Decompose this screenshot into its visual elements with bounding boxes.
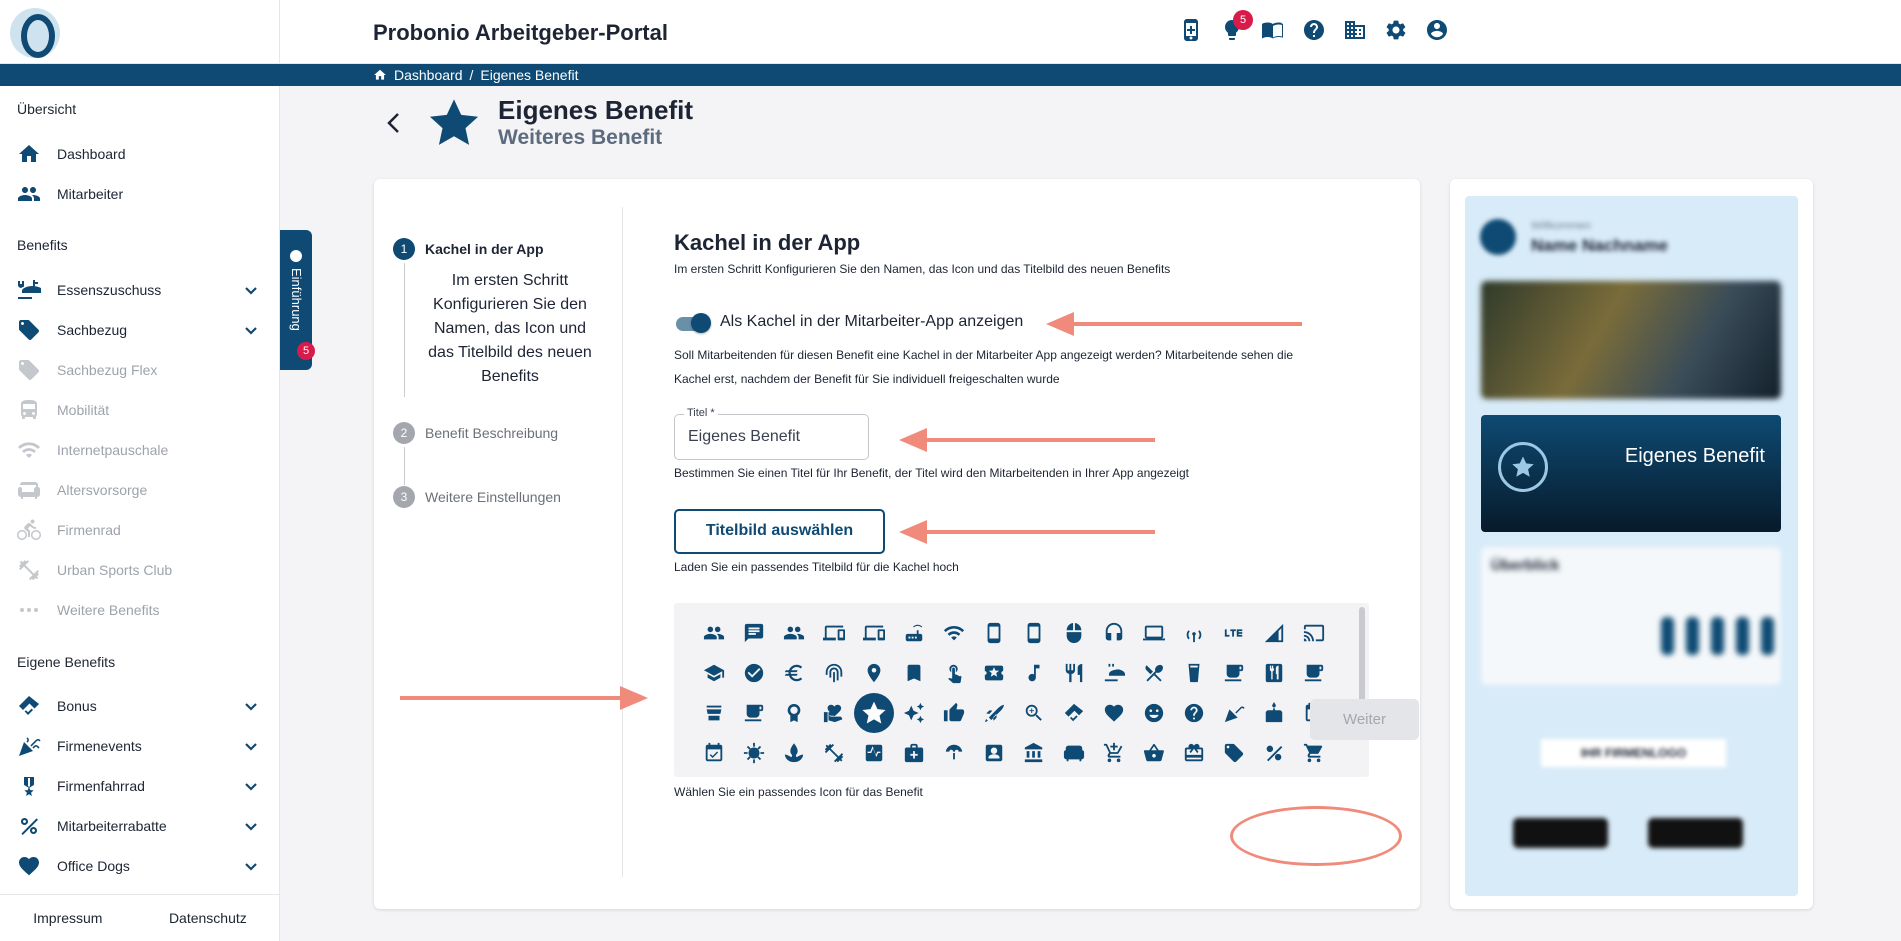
restaurant-icon — [17, 278, 41, 302]
cal-check-icon[interactable] — [694, 733, 734, 773]
tag-icon — [17, 318, 41, 342]
shield-icon[interactable] — [974, 733, 1014, 773]
image-help: Laden Sie ein passendes Titelbild für die Kachel hoch — [674, 560, 959, 574]
star-icon — [1511, 455, 1535, 479]
sidebar-item-label: Firmenevents — [57, 738, 142, 754]
book-icon[interactable] — [1261, 18, 1287, 44]
chevron-down-icon — [243, 282, 259, 298]
sidebar-item-label: Office Dogs — [57, 858, 130, 874]
school-icon[interactable] — [694, 653, 734, 693]
breadcrumb-separator: / — [469, 67, 474, 83]
music-icon[interactable] — [1014, 653, 1054, 693]
breadcrumb-bar — [0, 64, 1901, 86]
kiosk-icon[interactable] — [694, 693, 734, 733]
annotation-arrow — [899, 520, 1155, 544]
toggle-help-line-1: Soll Mitarbeitenden für diesen Benefit eine Kachel in der Mitarbeiter App angezeigt werden? Mitarbeitende sehen die — [674, 348, 1294, 362]
select-title-image-button[interactable]: Titelbild auswählen — [674, 509, 885, 554]
sidebar-item-firmenrad[interactable] — [0, 510, 280, 550]
sidebar-item-internetpauschale[interactable] — [0, 430, 280, 470]
zoom-icon[interactable] — [1014, 693, 1054, 733]
account-icon[interactable] — [1425, 18, 1451, 44]
step-label-kachel[interactable]: Kachel in der App — [425, 241, 544, 257]
annotation-arrow — [899, 428, 1155, 452]
award-icon — [17, 774, 41, 798]
sidebar-item-label: Sachbezug — [57, 322, 128, 338]
cutlery-icon[interactable] — [1134, 653, 1174, 693]
sidebar-item-altersvorsorge[interactable] — [0, 470, 280, 510]
heart-hand-icon[interactable] — [814, 693, 854, 733]
sidebar-item-label: Mitarbeiter — [57, 186, 124, 202]
sidebar-item-label: Essenszuschuss — [57, 282, 162, 298]
company-icon[interactable] — [1343, 18, 1369, 44]
preview-welcome: Willkommen — [1531, 220, 1591, 232]
coffee-icon[interactable] — [1214, 653, 1254, 693]
notification-badge: 5 — [1233, 10, 1253, 30]
intro-tab[interactable] — [280, 230, 312, 370]
sidebar-item-mobilitaet[interactable] — [0, 390, 280, 430]
basket-icon[interactable] — [1134, 733, 1174, 773]
sidebar-item-weitere-benefits[interactable] — [0, 590, 280, 630]
phone-icon[interactable] — [974, 613, 1014, 653]
step-number[interactable]: 3 — [393, 486, 415, 508]
back-button[interactable] — [383, 111, 403, 135]
bike-icon — [17, 518, 41, 542]
preview-company-logo: IHR FIRMENLOGO — [1541, 739, 1726, 767]
page-title: Eigenes Benefit — [498, 95, 694, 125]
chevron-down-icon — [243, 858, 259, 874]
icon-picker-grid — [694, 613, 1334, 773]
bus-icon — [17, 398, 41, 422]
antenna-icon[interactable] — [1174, 613, 1214, 653]
chevron-down-icon — [243, 818, 259, 834]
step-connector — [404, 447, 405, 485]
more-icon — [17, 598, 41, 622]
cup-icon[interactable] — [1174, 653, 1214, 693]
fingerprint-icon[interactable] — [814, 653, 854, 693]
cart-add-icon[interactable] — [1094, 733, 1134, 773]
annotation-arrow — [400, 686, 648, 710]
stepper-divider — [622, 207, 623, 877]
probonio-logo[interactable] — [10, 8, 60, 58]
percent-icon[interactable] — [1254, 733, 1294, 773]
sidebar-item-label: Mobilität — [57, 402, 110, 418]
cast-icon[interactable] — [1294, 613, 1334, 653]
preview-tile-icon-ring — [1498, 442, 1548, 492]
euro-icon[interactable] — [774, 653, 814, 693]
sidebar-item-label: Firmenfahrrad — [57, 778, 145, 794]
sidebar-item-dashboard[interactable] — [0, 134, 280, 174]
sidebar-item-essenszuschuss[interactable] — [0, 270, 280, 310]
avatar — [1480, 219, 1516, 255]
bank-icon[interactable] — [1014, 733, 1054, 773]
arrow-head-icon — [1046, 312, 1074, 336]
home-icon — [373, 68, 387, 82]
phone-preview — [1465, 196, 1798, 896]
lte-icon[interactable] — [1214, 613, 1254, 653]
imprint-link[interactable]: Impressum — [33, 910, 103, 926]
step-label-beschreibung[interactable]: Benefit Beschreibung — [425, 425, 559, 441]
signal-icon[interactable] — [1254, 613, 1294, 653]
chevron-down-icon — [243, 322, 259, 338]
app-store-badge — [1513, 818, 1608, 848]
preview-overview-bars — [1661, 617, 1774, 655]
preview-overview-card — [1481, 547, 1781, 685]
thumb-icon[interactable] — [934, 693, 974, 733]
sparkle-icon[interactable] — [894, 693, 934, 733]
title-field-label: Titel * — [684, 407, 718, 419]
party-icon[interactable] — [1214, 693, 1254, 733]
mouse-icon[interactable] — [1054, 613, 1094, 653]
group-icon[interactable] — [774, 613, 814, 653]
step-number[interactable]: 2 — [393, 422, 415, 444]
medical-icon[interactable] — [894, 733, 934, 773]
toggle-help-line-2: Kachel erst, nachdem der Benefit für Sie individuell freigeschalten wurde — [674, 372, 1060, 386]
preview-essenszuschuss-tile — [1481, 281, 1781, 399]
step-number[interactable]: 1 — [393, 238, 415, 260]
virus-icon[interactable] — [734, 733, 774, 773]
help-icon[interactable] — [1174, 693, 1214, 733]
preview-benefit-tile — [1481, 415, 1781, 532]
fitness-icon — [17, 558, 41, 582]
settings-icon[interactable] — [1384, 18, 1410, 44]
google-play-badge — [1648, 818, 1743, 848]
coffee-icon[interactable] — [734, 693, 774, 733]
pin-icon[interactable] — [854, 653, 894, 693]
cake-icon[interactable] — [1254, 693, 1294, 733]
breadcrumb-home[interactable]: Dashboard — [394, 67, 463, 83]
sidebar-item-label: Altersvorsorge — [57, 482, 148, 498]
sidebar-footer — [0, 894, 280, 941]
title-help: Bestimmen Sie einen Titel für Ihr Benefit, der Titel wird den Mitarbeitenden in Ihrer App angezeigt — [674, 466, 1189, 480]
intro-tab-label: Einführung — [289, 268, 304, 331]
fork-icon[interactable] — [1054, 653, 1094, 693]
step-label-einstellungen[interactable]: Weitere Einstellungen — [425, 489, 561, 505]
title-field-value[interactable]: Eigenes Benefit — [688, 428, 801, 445]
chevron-left-icon — [383, 111, 403, 135]
bookmark-icon[interactable] — [894, 653, 934, 693]
section-overview: Übersicht — [17, 101, 77, 117]
step-connector — [404, 263, 405, 397]
step-description: Im ersten Schritt Konfigurieren Sie den Namen, das Icon und das Titelbild des neuen Benefits — [428, 272, 592, 385]
percent-icon — [17, 814, 41, 838]
sidebar — [0, 86, 280, 941]
check-icon[interactable] — [734, 653, 774, 693]
sofa-icon — [17, 478, 41, 502]
intro-tab-badge: 5 — [297, 342, 315, 360]
icon-picker — [674, 603, 1369, 777]
sidebar-item-sachbezug[interactable] — [0, 310, 280, 350]
sidebar-item-label: Weitere Benefits — [57, 602, 160, 618]
title-field[interactable] — [674, 407, 869, 460]
heart-icon[interactable] — [1094, 693, 1134, 733]
annotation-circle — [1230, 806, 1402, 866]
section-own-benefits: Eigene Benefits — [17, 654, 116, 670]
coffee-icon[interactable] — [1294, 653, 1334, 693]
router-icon[interactable] — [894, 613, 934, 653]
sidebar-item-label: Bonus — [57, 698, 97, 714]
phone-icon[interactable] — [1014, 613, 1054, 653]
stepper — [374, 179, 624, 879]
top-icons — [1179, 14, 1451, 44]
toggle-label[interactable]: Als Kachel in der Mitarbeiter-App anzeigen — [720, 313, 1024, 330]
breadcrumb-current: Eigenes Benefit — [480, 67, 579, 83]
top-bar — [0, 0, 1901, 64]
sidebar-item-mitarbeiter[interactable] — [0, 174, 280, 214]
ticket-icon[interactable] — [974, 653, 1014, 693]
trophy-icon[interactable] — [774, 693, 814, 733]
preview-tile-title: Eigenes Benefit — [1624, 445, 1765, 467]
arrow-head-icon — [620, 686, 648, 710]
devices-icon[interactable] — [814, 613, 854, 653]
sidebar-item-urban-sports-club[interactable] — [0, 550, 280, 590]
people-icon — [17, 182, 41, 206]
sidebar-item-mitarbeiterrabatte[interactable] — [0, 806, 280, 846]
chevron-down-icon — [243, 778, 259, 794]
star-icon[interactable] — [854, 693, 894, 733]
page-subtitle: Weiteres Benefit — [498, 126, 663, 149]
show-tile-toggle[interactable] — [674, 313, 712, 333]
privacy-link[interactable]: Datenschutz — [168, 910, 247, 926]
arrow-head-icon — [899, 520, 927, 544]
section-heading: Kachel in der App — [674, 230, 861, 255]
app-preview-panel — [1450, 179, 1813, 909]
lightbulb-icon[interactable] — [1220, 14, 1247, 44]
chevron-down-icon — [243, 738, 259, 754]
laptop-icon[interactable] — [1134, 613, 1174, 653]
sidebar-item-label: Dashboard — [57, 146, 126, 162]
sidebar-item-sachbezug-flex[interactable] — [0, 350, 280, 390]
headset-icon[interactable] — [1094, 613, 1134, 653]
wizard-card — [374, 179, 1420, 909]
next-button[interactable]: Weiter — [1310, 699, 1419, 740]
heart-icon — [17, 854, 41, 878]
home-icon — [17, 142, 41, 166]
handshake-icon[interactable] — [1054, 693, 1094, 733]
help-icon[interactable] — [1302, 18, 1328, 44]
tag-icon — [17, 358, 41, 382]
wifi-icon[interactable] — [934, 613, 974, 653]
mobile-app-icon[interactable] — [1179, 18, 1205, 44]
lightbulb-icon — [290, 250, 302, 262]
icon-help: Wählen Sie ein passendes Icon für das Benefit — [674, 785, 923, 799]
sidebar-item-label: Internetpauschale — [57, 442, 169, 458]
devices-icon[interactable] — [854, 613, 894, 653]
tag-icon[interactable] — [1214, 733, 1254, 773]
group-icon[interactable] — [694, 613, 734, 653]
preview-store-badges — [1513, 818, 1753, 850]
smile-icon[interactable] — [1134, 693, 1174, 733]
toggle-knob — [691, 313, 711, 333]
app-title: Probonio Arbeitgeber-Portal — [373, 20, 668, 45]
star-icon — [427, 96, 481, 150]
annotation-arrow — [1046, 312, 1302, 336]
arrow-head-icon — [899, 428, 927, 452]
logo-area — [0, 0, 280, 64]
sidebar-item-label: Firmenrad — [57, 522, 121, 538]
breadcrumb — [373, 67, 578, 83]
preview-overview-title: Überblick — [1491, 557, 1560, 574]
umbrella-icon[interactable] — [934, 733, 974, 773]
preview-user-name: Name Nachname — [1531, 236, 1669, 255]
sidebar-item-firmenevents[interactable] — [0, 726, 280, 766]
touch-icon[interactable] — [934, 653, 974, 693]
rocket-icon[interactable] — [974, 693, 1014, 733]
sports-icon[interactable] — [814, 733, 854, 773]
section-intro: Im ersten Schritt Konfigurieren Sie den Namen, das Icon und das Titelbild des neuen Benefits — [674, 262, 1171, 276]
celebration-icon — [17, 734, 41, 758]
sofa-icon[interactable] — [1054, 733, 1094, 773]
sidebar-item-office-dogs[interactable] — [0, 846, 280, 886]
sidebar-item-label: Mitarbeiterrabatte — [57, 818, 167, 834]
gift-icon[interactable] — [1174, 733, 1214, 773]
wifi-icon — [17, 438, 41, 462]
sidebar-item-bonus[interactable] — [0, 686, 280, 726]
sidebar-item-firmenfahrrad[interactable] — [0, 766, 280, 806]
spa-icon[interactable] — [774, 733, 814, 773]
pulse-icon[interactable] — [854, 733, 894, 773]
handshake-icon — [17, 694, 41, 718]
chevron-down-icon — [243, 698, 259, 714]
sidebar-item-label: Sachbezug Flex — [57, 362, 158, 378]
chat-icon[interactable] — [734, 613, 774, 653]
dining-icon[interactable] — [1254, 653, 1294, 693]
section-benefits: Benefits — [17, 237, 68, 253]
sidebar-item-label: Urban Sports Club — [57, 562, 173, 578]
food-icon[interactable] — [1094, 653, 1134, 693]
